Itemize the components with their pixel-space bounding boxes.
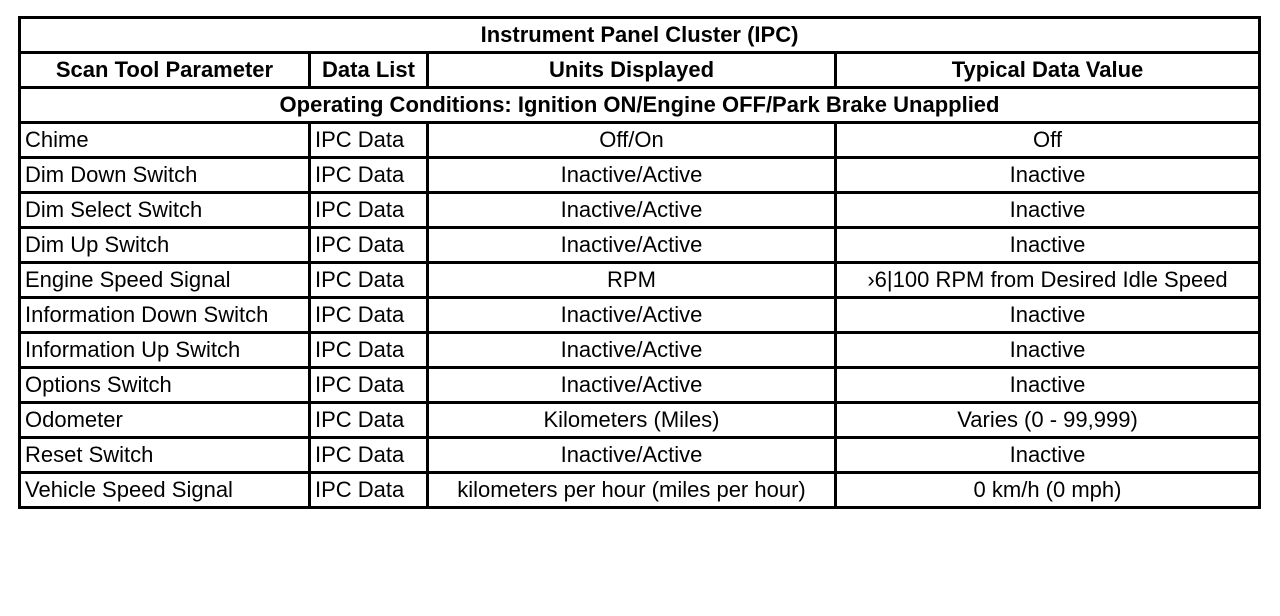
cell-data-list: IPC Data [310,368,428,403]
cell-data-list: IPC Data [310,193,428,228]
cell-units: Kilometers (Miles) [428,403,836,438]
cell-units: Inactive/Active [428,158,836,193]
cell-data-list: IPC Data [310,298,428,333]
table-row [20,193,1260,228]
header-data-list: Data List [310,53,428,88]
header-row [20,53,1260,88]
table-body [20,123,1260,508]
cell-parameter: Chime [20,123,310,158]
cell-typical-value: Inactive [836,368,1260,403]
table-row [20,438,1260,473]
cell-typical-value: Inactive [836,438,1260,473]
table-row [20,368,1260,403]
cell-data-list: IPC Data [310,333,428,368]
cell-parameter: Dim Up Switch [20,228,310,263]
ipc-data-table [18,16,1261,509]
cell-parameter: Dim Down Switch [20,158,310,193]
cell-units: Inactive/Active [428,298,836,333]
table-row [20,263,1260,298]
cell-typical-value: ›6|100 RPM from Desired Idle Speed [836,263,1260,298]
cell-typical-value: Inactive [836,193,1260,228]
table-row [20,158,1260,193]
cell-units: Inactive/Active [428,368,836,403]
table-row [20,228,1260,263]
cell-data-list: IPC Data [310,228,428,263]
cell-parameter: Dim Select Switch [20,193,310,228]
header-typical-data-value: Typical Data Value [836,53,1260,88]
cell-data-list: IPC Data [310,438,428,473]
cell-typical-value: 0 km/h (0 mph) [836,473,1260,508]
cell-typical-value: Inactive [836,333,1260,368]
title-row [20,18,1260,53]
table-row [20,403,1260,438]
cell-parameter: Reset Switch [20,438,310,473]
cell-data-list: IPC Data [310,158,428,193]
cell-units: Inactive/Active [428,228,836,263]
operating-conditions: Operating Conditions: Ignition ON/Engine OFF/Park Brake Unapplied [20,88,1260,123]
cell-units: RPM [428,263,836,298]
cell-units: Off/On [428,123,836,158]
header-scan-tool-parameter: Scan Tool Parameter [20,53,310,88]
cell-parameter: Vehicle Speed Signal [20,473,310,508]
table-row [20,123,1260,158]
cell-data-list: IPC Data [310,263,428,298]
cell-typical-value: Inactive [836,298,1260,333]
table-title: Instrument Panel Cluster (IPC) [20,18,1260,53]
cell-units: Inactive/Active [428,193,836,228]
operating-conditions-row [20,88,1260,123]
cell-typical-value: Inactive [836,158,1260,193]
cell-typical-value: Inactive [836,228,1260,263]
table-row [20,473,1260,508]
cell-parameter: Information Down Switch [20,298,310,333]
cell-units: kilometers per hour (miles per hour) [428,473,836,508]
cell-units: Inactive/Active [428,333,836,368]
table-row [20,333,1260,368]
table-row [20,298,1260,333]
cell-parameter: Engine Speed Signal [20,263,310,298]
cell-typical-value: Varies (0 - 99,999) [836,403,1260,438]
cell-data-list: IPC Data [310,403,428,438]
cell-units: Inactive/Active [428,438,836,473]
cell-data-list: IPC Data [310,473,428,508]
cell-data-list: IPC Data [310,123,428,158]
cell-parameter: Information Up Switch [20,333,310,368]
cell-parameter: Options Switch [20,368,310,403]
header-units-displayed: Units Displayed [428,53,836,88]
cell-typical-value: Off [836,123,1260,158]
cell-parameter: Odometer [20,403,310,438]
